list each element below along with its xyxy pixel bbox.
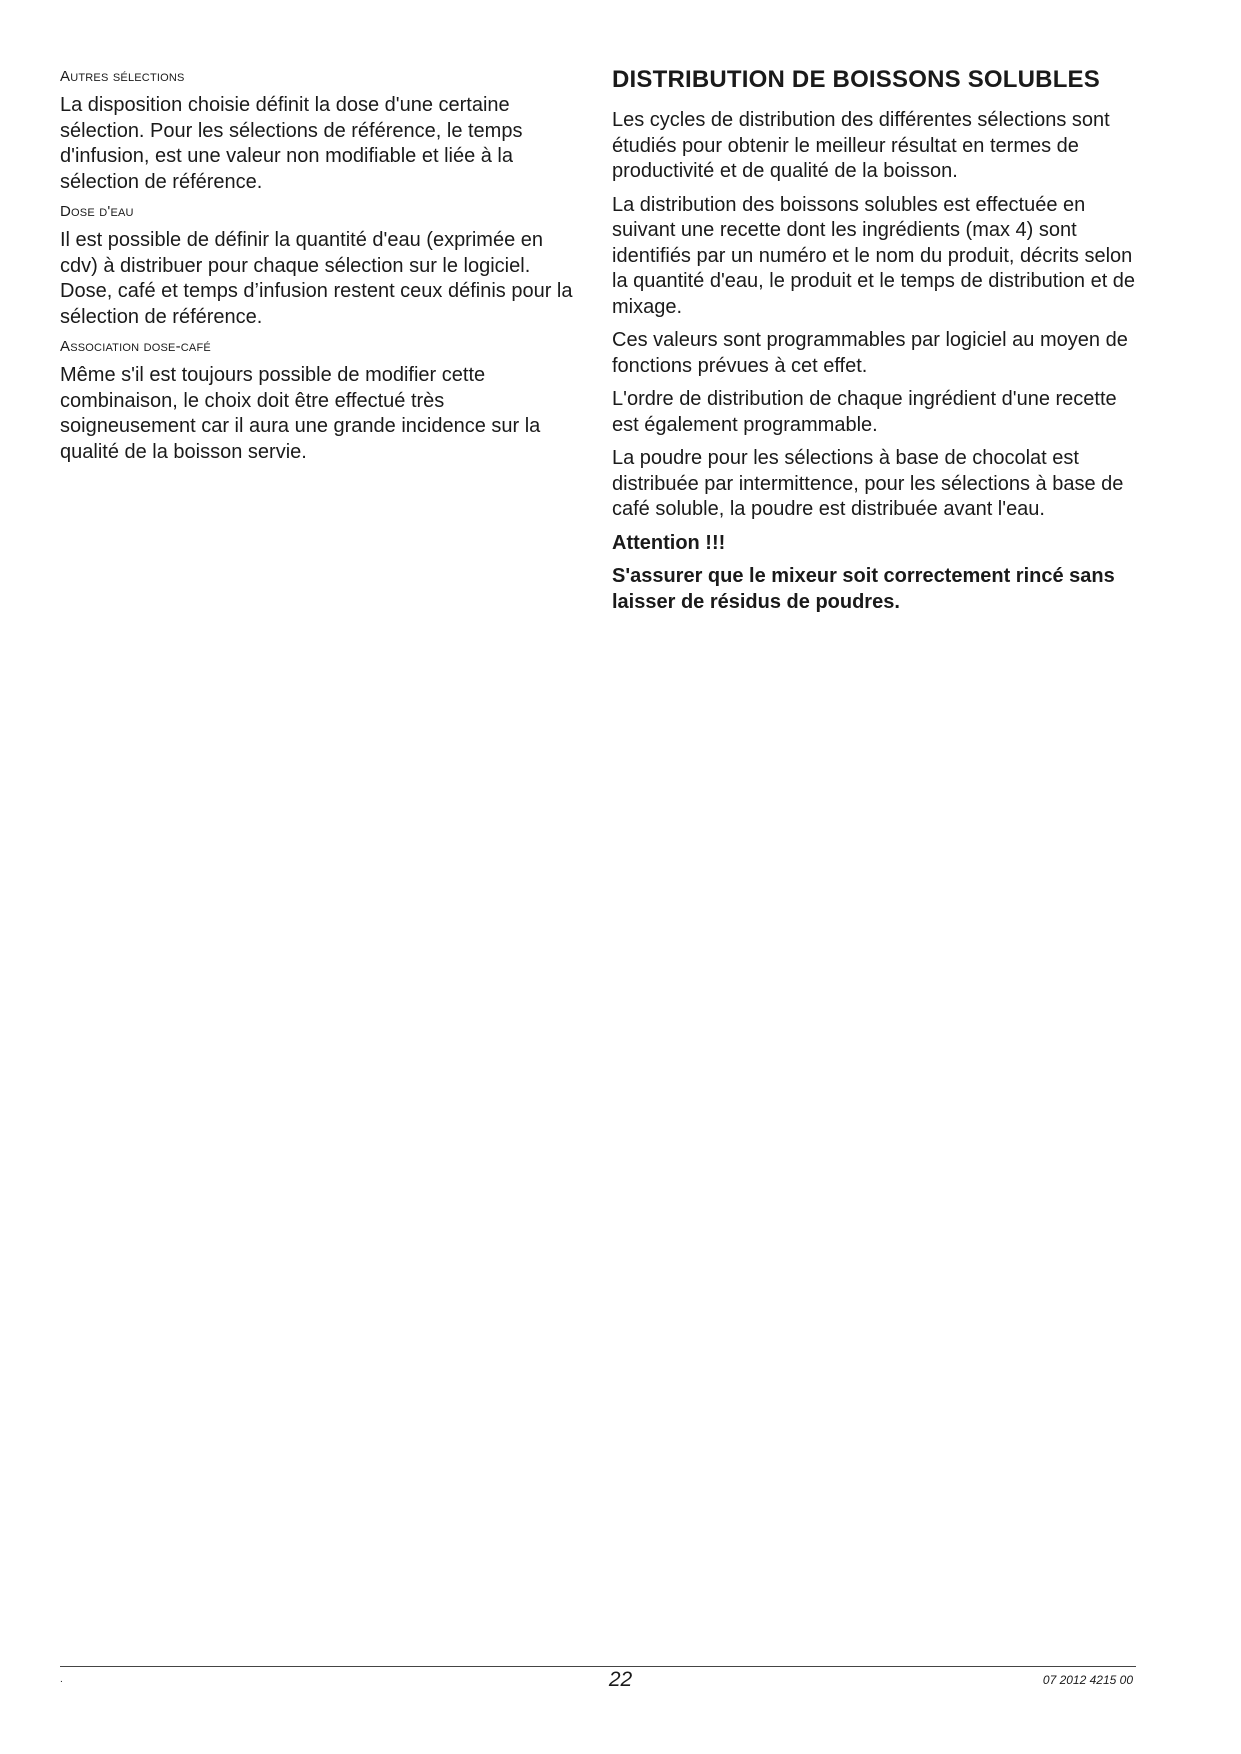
left-column: [60, 0, 580, 473]
paragraph: Il est possible de définir la quantité d'eau (exprimée en cdv) à distribuer pour chaque sélection sur le logiciel. Dose, café et temps d’infusion restent ceux définis pour la sélection de référence.: [60, 229, 573, 328]
paragraph: La disposition choisie définit la dose d'une certaine sélection. Pour les sélections de référence, le temps d'infusion, est une valeur non modifiable et liée à la sélection de référence.: [60, 94, 523, 193]
paragraph: Ces valeurs sont programmables par logiciel au moyen de fonctions prévues à cet effet.: [612, 329, 1128, 377]
right-column: [612, 0, 1142, 623]
section-autres-selections: [60, 68, 580, 195]
attention-label: Attention !!!: [612, 531, 726, 554]
attention-text: S'assurer que le mixeur soit correctement rincé sans laisser de résidus de poudres.: [612, 565, 1115, 613]
paragraph: Même s'il est toujours possible de modifier cette combinaison, le choix doit être effectué très soigneusement car il aura une grande incidence sur la qualité de la boisson servie.: [60, 364, 541, 463]
section-dose-eau: [60, 203, 580, 330]
paragraph: La distribution des boissons solubles est effectuée en suivant une recette dont les ingrédients (max 4) sont identifiés par un numéro et le nom du produit, décrits selon la quantité d'eau, le produit et le temps de distribution et de mixage.: [612, 193, 1136, 318]
paragraph: La poudre pour les sélections à base de chocolat est distribuée par intermittence, pour les sélections à base de café soluble, la poudre est distribuée avant l'eau.: [612, 447, 1124, 520]
footer-divider: [60, 1666, 1136, 1667]
footer-left-mark: .: [60, 1674, 63, 1685]
subheading: Autres sélections: [60, 68, 185, 85]
subheading: Dose d'eau: [60, 203, 134, 220]
paragraph: Les cycles de distribution des différentes sélections sont étudiés pour obtenir le meilleur résultat en termes de productivité et de qualité de la boisson.: [612, 109, 1110, 182]
page-number: 22: [608, 1668, 633, 1691]
section-title: DISTRIBUTION DE BOISSONS SOLUBLES: [612, 66, 1100, 93]
document-code: 07 2012 4215 00: [1042, 1673, 1133, 1687]
paragraph: L'ordre de distribution de chaque ingrédient d'une recette est également programmable.: [612, 388, 1117, 436]
section-association-dose-cafe: [60, 338, 580, 465]
subheading: Association dose-café: [60, 338, 211, 355]
